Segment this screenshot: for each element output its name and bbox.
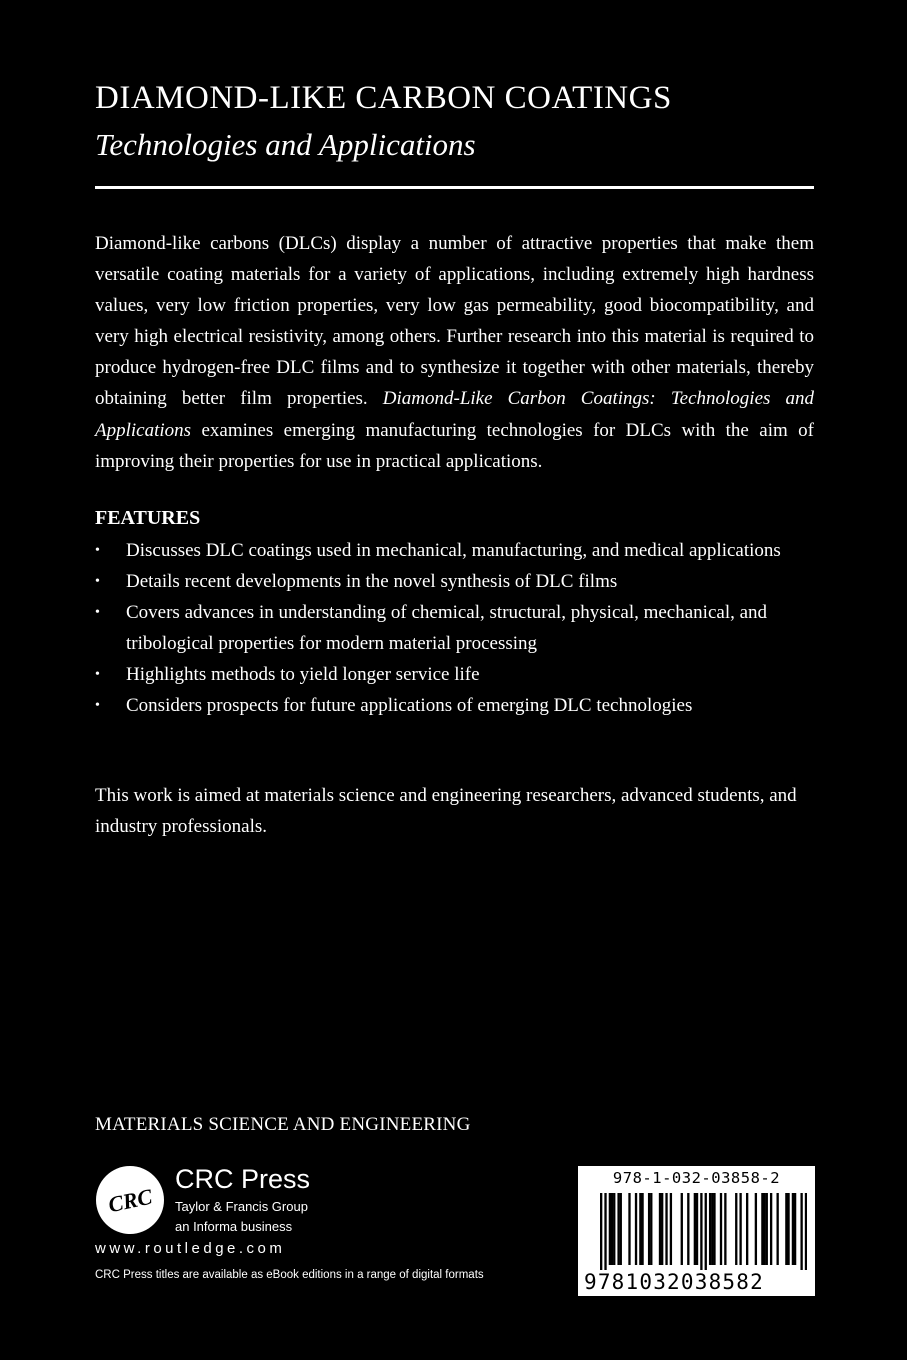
barcode-bar: [641, 1193, 643, 1265]
barcode-bar: [711, 1193, 713, 1265]
barcode-bar: [805, 1193, 807, 1273]
barcode-bar: [713, 1193, 715, 1265]
barcode-bar: [761, 1193, 763, 1265]
barcode-bar: [617, 1193, 619, 1265]
header-rule: [95, 186, 814, 189]
barcode-bar: [600, 1193, 602, 1273]
publisher-group: Taylor & Francis Group: [175, 1199, 308, 1214]
description-book-title: Diamond-Like Carbon Coatings: Technologies and Applications: [95, 388, 815, 441]
isbn-digits: 9781032038582: [584, 1270, 810, 1294]
crc-logo-text: CRC: [105, 1183, 155, 1218]
barcode-bar: [746, 1193, 748, 1265]
features-list: [95, 535, 814, 721]
publisher-informa: an Informa business: [175, 1219, 293, 1234]
crc-logo-icon: [95, 1165, 165, 1235]
barcode-bar: [659, 1193, 661, 1265]
barcode-bar: [650, 1193, 652, 1265]
barcode-bar: [724, 1193, 726, 1265]
barcode-bar: [792, 1193, 794, 1265]
barcode-bar: [665, 1193, 667, 1265]
audience-text: This work is aimed at materials science and engineering researchers, advanced students, and industry professionals.: [95, 785, 797, 837]
barcode-bar: [681, 1193, 683, 1265]
publisher-name: CRC Press: [175, 1164, 311, 1194]
barcode-bar: [628, 1193, 630, 1265]
feature-item: • Considers prospects for future applications of emerging DLC technologies: [95, 690, 814, 721]
barcode-bar: [785, 1193, 787, 1265]
series-label: MATERIALS SCIENCE AND ENGINEERING: [95, 1114, 471, 1135]
barcode-bar: [720, 1193, 722, 1265]
barcode-bar: [776, 1193, 778, 1265]
barcode-bar: [794, 1193, 796, 1265]
barcode-bar: [709, 1193, 711, 1265]
description-part2: examines emerging manufacturing technologies for DLCs with the aim of improving their properties for use in practical applications.: [95, 419, 814, 472]
barcode-bar: [613, 1193, 615, 1265]
barcode-bar: [800, 1193, 802, 1273]
barcode-bar: [635, 1193, 637, 1265]
barcode-bar: [705, 1193, 707, 1273]
feature-item: • Details recent developments in the novel synthesis of DLC films: [95, 566, 814, 597]
barcode-bar: [670, 1193, 672, 1265]
features-heading: FEATURES: [95, 507, 201, 529]
barcode-bars: [600, 1193, 807, 1273]
ebook-note: CRC Press titles are available as eBook editions in a range of digital formats: [95, 1269, 484, 1281]
publisher-website: www.routledge.com: [95, 1240, 286, 1257]
barcode-bar: [609, 1193, 611, 1265]
barcode-bar: [648, 1193, 650, 1265]
feature-item: • Highlights methods to yield longer service life: [95, 659, 814, 690]
barcode-bar: [611, 1193, 613, 1265]
barcode-bar: [770, 1193, 772, 1265]
feature-item: • Covers advances in understanding of chemical, structural, physical, mechanical, and tribological properties for modern material processing: [95, 597, 814, 659]
barcode-bar: [755, 1193, 757, 1265]
barcode-bar: [766, 1193, 768, 1265]
barcode-bar: [739, 1193, 741, 1265]
isbn-hyphenated: 978-1-032-03858-2: [612, 1169, 781, 1187]
book-subtitle: Technologies and Applications: [95, 127, 476, 162]
barcode-bar: [735, 1193, 737, 1265]
book-title: DIAMOND-LIKE CARBON COATINGS: [95, 80, 672, 116]
description: [95, 228, 814, 477]
barcode-bar: [620, 1193, 622, 1265]
barcode-bar: [696, 1193, 698, 1265]
barcode-bar: [700, 1193, 702, 1273]
barcode-bar: [694, 1193, 696, 1265]
barcode-bar: [687, 1193, 689, 1265]
description-part1: Diamond-like carbons (DLCs) display a number of attractive properties that make them versatile coating materials for a variety of applications, including extremely high hardness values, very low friction properties, very low gas permeability, good biocompatibility, and very high electrical resistivity, among others. Further research into this material is required to produce hydrogen-free DLC films and to synthesize it together with other materials, thereby obtaining better film properties.: [95, 233, 814, 410]
barcode-bar: [787, 1193, 789, 1265]
barcode-bar: [639, 1193, 641, 1265]
isbn-barcode: [578, 1166, 815, 1296]
barcode-bar: [661, 1193, 663, 1265]
barcode-bar: [763, 1193, 765, 1265]
feature-item: • Discusses DLC coatings used in mechanical, manufacturing, and medical applications: [95, 535, 814, 566]
barcode-bar: [604, 1193, 606, 1273]
